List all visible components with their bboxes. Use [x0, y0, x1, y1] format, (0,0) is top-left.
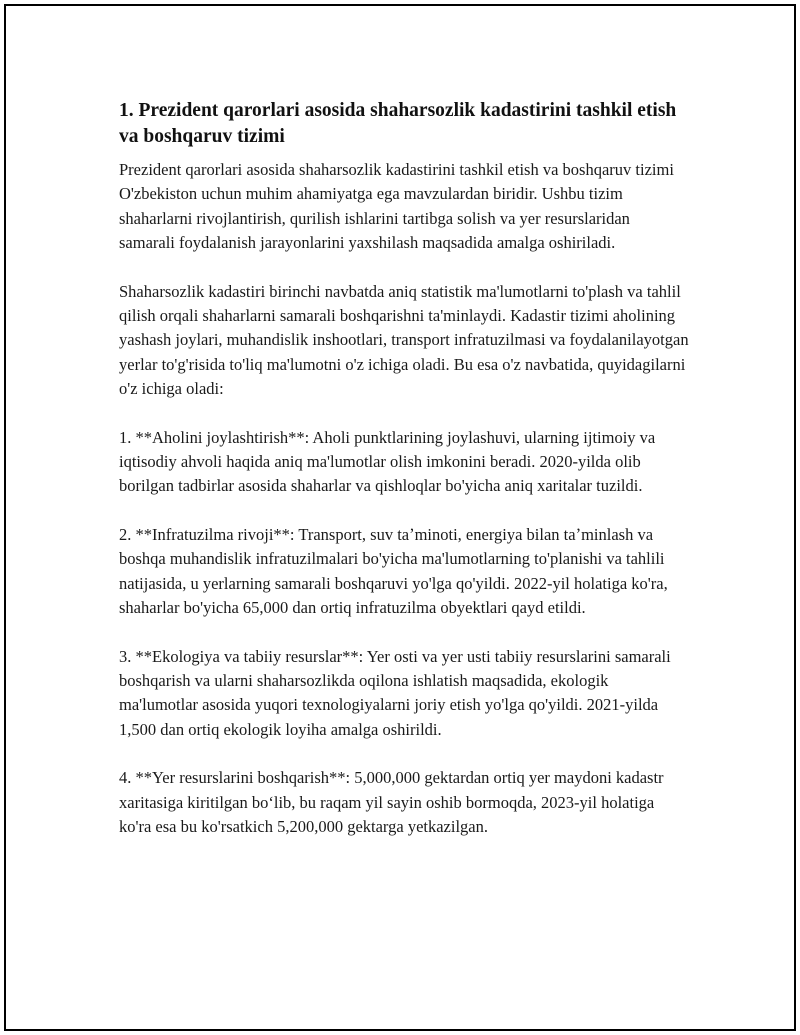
list-item-land-resources: 4. **Yer resurslarini boshqarish**: 5,000,000 gektardan ortiq yer maydoni kadastr xaritasiga kiritilgan bo‘lib, bu raqam yil sayin oshib bormoqda, 2023-yil holatiga ko'ra esa bu ko'rsatkich 5,200,000 gektarga yetkazilgan. [119, 768, 664, 836]
list-item-ecology: 3. **Ekologiya va tabiiy resurslar**: Yer osti va yer usti tabiiy resurslarini samarali boshqarish va ularni shaharsozlikda oqilona ishlatish maqsadida, ekologik ma'lumotlar asosida yuqori texnologiyalarni joriy etish yo'lga qo'yildi. 2021-yilda 1,500 dan ortiq ekologik loyiha amalga oshirildi. [119, 646, 671, 739]
cadastre-overview-paragraph: Shaharsozlik kadastiri birinchi navbatda aniq statistik ma'lumotlarni to'plash va tahlil qilish orqali shaharlarni samarali boshqarishni ta'minlaydi. Kadastir tizimi aholining yashash joylari, muhandislik inshootlari, transport infratuzilmasi va foydalanilayotgan yerlar to'g'risida to'liq ma'lumotni o'z ichiga oladi. Bu esa o'z navbatida, quyidagilarni o'z ichiga oladi: [119, 281, 689, 399]
list-item-population: 1. **Aholini joylashtirish**: Aholi punktlarining joylashuvi, ularning ijtimoiy va iqtisodiy ahvoli haqida aniq ma'lumotlar olish imkonini beradi. 2020-yilda olib borilgan tadbirlar asosida shaharlar va qishloqlar bo'yicha aniq xaritalar tuzildi. [119, 427, 656, 496]
intro-paragraph: Prezident qarorlari asosida shaharsozlik kadastirini tashkil etish va boshqaruv tizimi O'zbekiston uchun muhim ahamiyatga ega mavzulardan biridir. Ushbu tizim shaharlarni rivojlantirish, qurilish ishlarini tartibga solish va yer resurslaridan samarali foydalanish jarayonlarini yaxshilash maqsadida amalga oshiriladi. [119, 160, 674, 253]
section-title: 1. Prezident qarorlari asosida shaharsozlik kadastirini tashkil etish va boshqaruv tizimi [119, 100, 677, 147]
document-page [4, 4, 796, 1031]
list-item-infrastructure: 2. **Infratuzilma rivoji**: Transport, suv taʼminoti, energiya bilan taʼminlash va boshqa muhandislik infratuzilmalari bo'yicha ma'lumotlarning to'planishi va tahlili natijasida, u yerlarning samarali boshqaruvi yo'lga qo'yildi. 2022-yil holatiga ko'ra, shaharlar bo'yicha 65,000 dan ortiq infratuzilma obyektlari qayd etildi. [119, 524, 668, 618]
document-body [119, 98, 689, 863]
